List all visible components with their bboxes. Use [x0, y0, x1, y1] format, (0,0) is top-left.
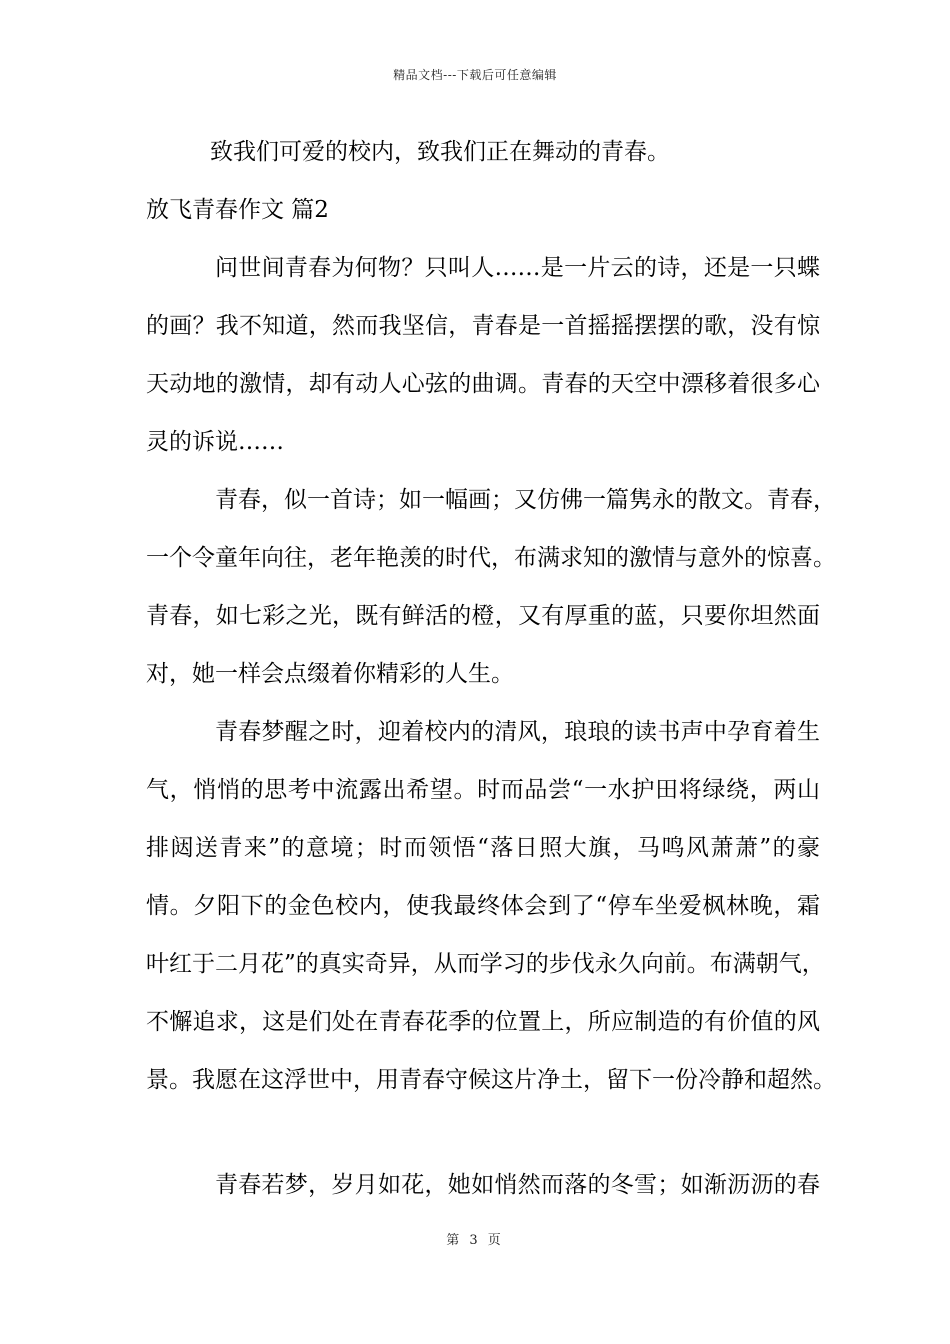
page-header: 精品文档---下载后可任意编辑 [393, 68, 557, 82]
page-number: 第 3 页 [446, 1233, 504, 1248]
body-line: 排闼送青来”的意境；时而领悟“落日照大旗，马鸣风萧萧”的豪 [146, 835, 820, 861]
body-line: 景。我愿在这浮世中，用青春守候这片净土，留下一份冷静和超然。 [146, 1067, 836, 1093]
body-line: 青春梦醒之时，迎着校内的清风，琅琅的读书声中孕育着生 [215, 719, 820, 745]
body-line: 青春，似一首诗；如一幅画；又仿佛一篇隽永的散文。青春， [215, 487, 836, 513]
body-line: 对，她一样会点缀着你精彩的人生。 [146, 661, 514, 687]
body-line: 灵的诉说…… [146, 429, 284, 455]
body-line: 不懈追求，这是们处在青春花季的位置上，所应制造的有价值的风 [146, 1009, 820, 1035]
body-line: 天动地的激情，却有动人心弦的曲调。青春的天空中漂移着很多心 [146, 371, 820, 397]
body-line: 青春，如七彩之光，既有鲜活的橙，又有厚重的蓝，只要你坦然面 [146, 603, 820, 629]
body-line: 致我们可爱的校内，致我们正在舞动的青春。 [210, 139, 670, 165]
body-line: 青春若梦，岁月如花，她如悄然而落的冬雪；如渐沥沥的春 [215, 1172, 820, 1198]
body-line: 情。夕阳下的金色校内，使我最终体会到了“停车坐爱枫林晚，霜 [146, 893, 820, 919]
section-heading: 放飞青春作文 篇2 [146, 197, 329, 223]
body-line: 问世间青春为何物？只叫人……是一片云的诗，还是一只蝶 [215, 255, 820, 281]
body-line: 一个令童年向往，老年艳羡的时代，布满求知的激情与意外的惊喜。 [146, 545, 836, 571]
body-line: 的画？我不知道，然而我坚信，青春是一首摇摇摆摆的歌，没有惊 [146, 313, 820, 339]
body-line: 叶红于二月花”的真实奇异，从而学习的步伐永久向前。布满朝气， [146, 951, 825, 977]
body-line: 气，悄悄的思考中流露出希望。时而品尝“一水护田将绿绕，两山 [146, 777, 820, 803]
